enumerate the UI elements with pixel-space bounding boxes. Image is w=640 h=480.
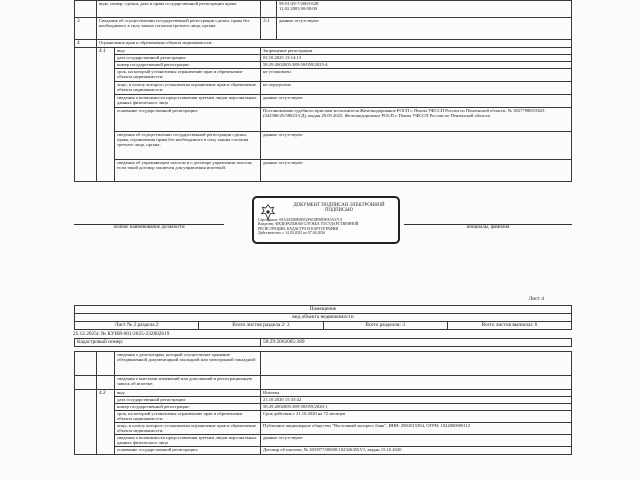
- field-value: 58:29:2002005:389-58/059/2025-4: [261, 62, 572, 69]
- table-row: [75, 423, 572, 435]
- row-label: виде, номер, сделки, дата и права государственной регистрации права.: [97, 1, 261, 18]
- section-4-1-table: [74, 47, 572, 182]
- table-row: [75, 1, 572, 18]
- table-row: [75, 322, 572, 330]
- table-row: [75, 376, 572, 390]
- sheet-header-table: [74, 305, 572, 330]
- field-label: лицо, в пользу которого установлены ограничение прав и обременение объекта недвижимости:: [115, 423, 261, 435]
- field-value: данные отсутствуют: [261, 160, 572, 182]
- document-id: 25.12.2025г. № КУВИ-001/2025-232802619: [73, 331, 170, 337]
- section-sheets-total: Всего листов раздела 2: 3: [199, 322, 323, 330]
- electronic-signature-stamp: [252, 196, 400, 244]
- field-value: Постановление судебного пристава-исполнителя Железнодорожное РОСП г. Пензы УФССП России по Пензенской области, № 382779885/5823 (342386/25/58023-СД), выдан 29.09.2025, Железнодорожное РОСП г. Пензы УФССП России по Пензенской области: [261, 108, 572, 132]
- position-label: полное наименование должности: [113, 225, 185, 230]
- field-value: Запрещение регистрации: [261, 48, 572, 55]
- table-row: [75, 160, 572, 182]
- field-value: не установлен: [261, 69, 572, 82]
- sheet-in-section: Лист № 2 раздела 2: [75, 322, 199, 330]
- field-value: Договор об ипотеке, № 20/0977/00000/102326/ZKV1, выдан 15.10.2020: [261, 447, 572, 455]
- table-row: [75, 339, 572, 347]
- table-row: [75, 69, 572, 82]
- row-num: 4: [75, 40, 97, 48]
- stamp-line: Сертификат: 00A4A5D0E0B52F6C8E90DFA9A371A: [258, 218, 343, 222]
- field-label: срок, на который установлены ограничение прав и обременение объекта недвижимости:: [115, 69, 261, 82]
- extract-sheets-total: Всего листов выписки: 6: [447, 322, 571, 330]
- field-label: сведения о возможности предоставления третьим лицам персональных данных физического лица: [115, 95, 261, 108]
- section-num: 4.1: [97, 48, 115, 182]
- object-type: Помещение: [75, 306, 572, 314]
- row-label: Сведения об осуществлении государственной регистрации сделки, права без необходимого в силу закона согласия третьего лица, органа:: [97, 18, 261, 40]
- row-value: данные отсутствуют: [277, 18, 572, 40]
- field-value: не определено: [261, 82, 572, 95]
- sheet-number: Лист 4: [528, 296, 544, 302]
- field-label: сведения о депозитарии, который осуществляет хранение обездвиженной документарной закладной или электронной закладной:: [115, 352, 261, 376]
- row-value: 58-01/29-7/2003-628 11.02.2003 00:00:00: [277, 1, 572, 18]
- table-row: [75, 411, 572, 423]
- cadastral-table: [74, 338, 572, 347]
- blank-cell: [75, 376, 97, 390]
- field-label: основание государственной регистрации:: [115, 108, 261, 132]
- field-value: [261, 376, 572, 390]
- object-type-caption: вид объекта недвижимости: [75, 314, 572, 322]
- field-label: дата государственной регистрации:: [115, 55, 261, 62]
- stamp-details: [258, 218, 394, 236]
- table-row: [75, 397, 572, 404]
- field-label: дата государственной регистрации:: [115, 397, 261, 404]
- field-label: номер государственной регистрации:: [115, 62, 261, 69]
- table-row: [75, 352, 572, 376]
- stamp-title: ДОКУМЕНТ ПОДПИСАН ЭЛЕКТРОННОЙ ПОДПИСЬЮ: [293, 203, 385, 214]
- table-row: [75, 48, 572, 55]
- table-row: [75, 82, 572, 95]
- table-row: [75, 95, 572, 108]
- field-value: данные отсутствуют: [261, 132, 572, 160]
- blank-cell: [97, 376, 115, 390]
- stamp-line: Действителен: с 14.03.2025 по 07.06.2026: [258, 231, 326, 236]
- table-row: [75, 390, 572, 397]
- table-row: [75, 132, 572, 160]
- table-row: [75, 62, 572, 69]
- field-label: лицо, в пользу которого установлены ограничение прав и обременение объекта недвижимости:: [115, 82, 261, 95]
- table-row: [75, 447, 572, 455]
- field-label: номер государственной регистрации:: [115, 404, 261, 411]
- blank-cell: [75, 390, 97, 455]
- field-value: 02.10.2025 13:14:13: [261, 55, 572, 62]
- table-row: [75, 18, 572, 40]
- field-label: вид:: [115, 390, 261, 397]
- section-num: 4.2: [97, 390, 115, 455]
- field-value: Публичное акционерное общество "Восточный экспресс банк", ИНН: 2801015394, ОГРН: 1022800000112: [261, 423, 572, 435]
- table-row: [75, 435, 572, 447]
- row-num: 3: [75, 18, 97, 40]
- lower-page: [74, 305, 572, 455]
- table-row: [75, 55, 572, 62]
- field-label: срок, на который установлены ограничение прав и обременение объекта недвижимости:: [115, 411, 261, 423]
- blank-cell: [75, 48, 97, 182]
- stamp-line: РЕГИСТРАЦИИ, КАДАСТРА И КАРТОГРАФИИ: [258, 226, 339, 231]
- name-label: инициалы, фамилия: [466, 225, 510, 230]
- field-value: данные отсутствуют: [261, 95, 572, 108]
- field-label: сведения об осуществлении государственной регистрации сделки, права, ограничения права без необходимого в силу закона согласия третьего лица, органа:: [115, 132, 261, 160]
- field-value: данные отсутствуют: [261, 435, 572, 447]
- row-subnum: [261, 1, 277, 18]
- upper-page: [74, 0, 572, 182]
- field-value: [261, 352, 572, 376]
- field-value: Ипотека: [261, 390, 572, 397]
- field-label: сведения об управляющем залогом и о договоре управления залогом, если такой договор заключен для управления ипотекой:: [115, 160, 261, 182]
- field-label: основание государственной регистрации:: [115, 447, 261, 455]
- field-label: сведения о возможности предоставления третьим лицам персональных данных физического лица: [115, 435, 261, 447]
- blank-cell: [97, 352, 115, 376]
- sections-total: Всего разделов: 3: [323, 322, 447, 330]
- table-row: [75, 314, 572, 322]
- row-subnum: 3.1: [261, 18, 277, 40]
- section-pre-table: [74, 351, 572, 390]
- field-label: вид:: [115, 48, 261, 55]
- field-value: 58:29:2002005:389-58/059/2020-1: [261, 404, 572, 411]
- table-row: [75, 108, 572, 132]
- field-value: Срок действия с 21.10.2020 на 72 месяцев: [261, 411, 572, 423]
- cadastral-value: 58:29:2002005:389: [261, 339, 572, 347]
- field-value: 21.10.2020 15:33:42: [261, 397, 572, 404]
- table-row: [75, 306, 572, 314]
- blank-cell: [75, 352, 97, 376]
- cadastral-label: Кадастровый номер:: [75, 339, 261, 347]
- stamp-line: Владелец: ФЕДЕРАЛЬНАЯ СЛУЖБА ГОСУДАРСТВЕННОЙ: [258, 222, 359, 227]
- row-num: [75, 1, 97, 18]
- table-row: [75, 404, 572, 411]
- rights-table-top: [74, 0, 572, 48]
- section-4-2-table: [74, 389, 572, 455]
- field-label: сведения о внесении изменений или дополнений в регистрационную запись об ипотеке:: [115, 376, 261, 390]
- row-label: Ограничение прав и обременение объекта недвижимости:: [97, 40, 572, 48]
